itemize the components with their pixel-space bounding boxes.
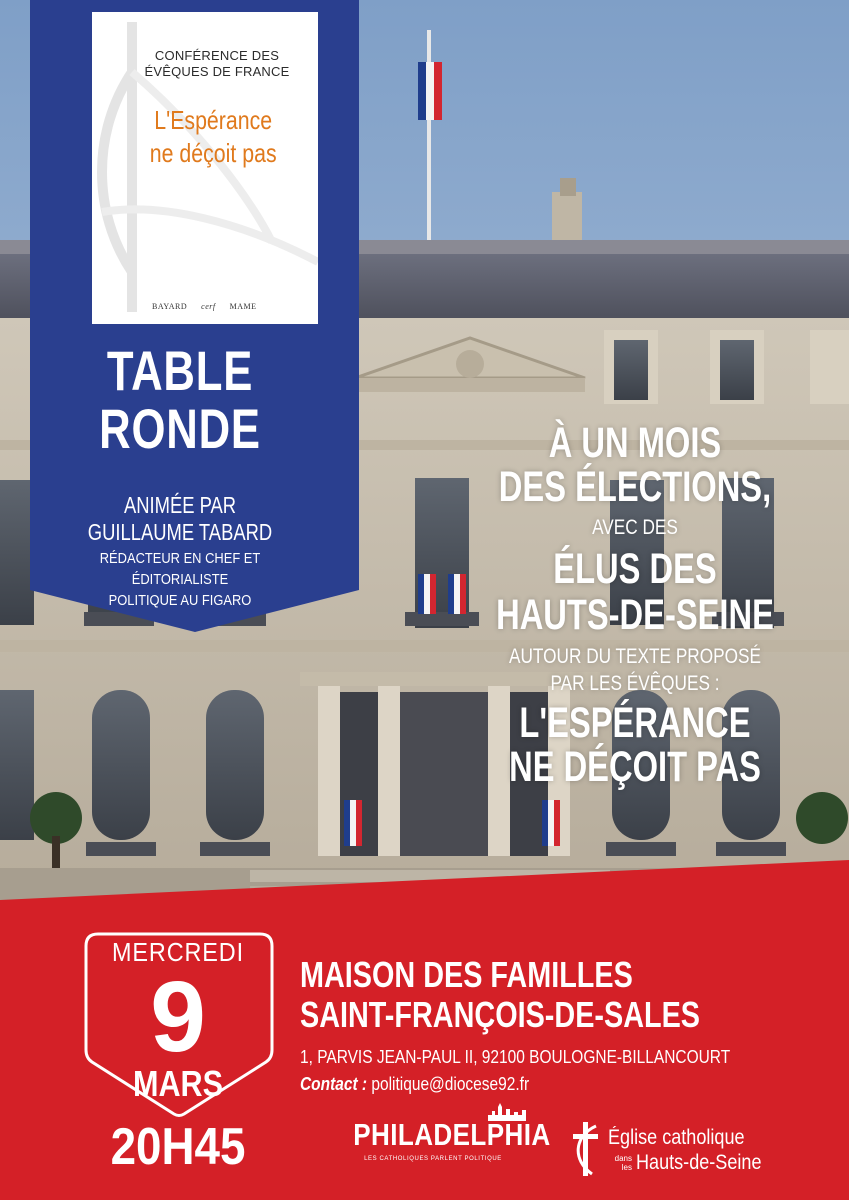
headline-line-9: NE DÉÇOIT PAS (509, 743, 761, 791)
date-day: 9 (150, 961, 206, 1073)
publisher-mame: MAME (229, 302, 257, 311)
contact-label: Contact : (300, 1074, 368, 1094)
venue-name: MAISON DES FAMILLES SAINT-FRANÇOIS-DE-SALES (300, 954, 701, 1035)
publisher-bayard: BAYARD (152, 302, 188, 311)
headline-line-5: HAUTS-DE-SEINE (496, 591, 774, 639)
headline-line-4: ÉLUS DES (553, 545, 717, 593)
date-weekday: MERCREDI (111, 937, 244, 967)
headline-line-3: AVEC DES (592, 516, 678, 539)
headline-line-2: DES ÉLECTIONS, (498, 463, 772, 511)
venue-contact (300, 1073, 529, 1095)
host-role: RÉDACTEUR EN CHEF ET ÉDITORIALISTE POLITIQUE AU FIGARO (99, 550, 261, 609)
book-cover (92, 12, 318, 324)
host-name: GUILLAUME TABARD (87, 519, 273, 545)
book-publishers (92, 302, 318, 311)
publisher-cerf: cerf (201, 302, 216, 311)
headline-line-8: L'ESPÉRANCE (519, 699, 751, 747)
venue-address: 1, PARVIS JEAN-PAUL II, 92100 BOULOGNE-BILLANCOURT (300, 1047, 731, 1067)
eglise-catholique-logo (568, 1118, 838, 1178)
eglise-line-2: Hauts-de-Seine (636, 1151, 762, 1174)
animated-by-label: ANIMÉE PAR (123, 492, 237, 518)
contact-email-link[interactable]: politique@diocese92.fr (371, 1074, 530, 1094)
book-organization: CONFÉRENCE DES ÉVÊQUES DE FRANCE (144, 48, 290, 79)
philadelphia-tagline: LES CATHOLIQUES PARLENT POLITIQUE (364, 1156, 502, 1162)
host-block (60, 492, 300, 546)
cross-icon (568, 1120, 604, 1178)
philadelphia-logo (338, 1117, 551, 1163)
date-month: MARS (132, 1063, 224, 1104)
event-time: 20H45 (110, 1118, 246, 1176)
headline-line-7: PAR LES ÉVÊQUES : (550, 672, 720, 695)
headline-line-1: À UN MOIS (548, 419, 722, 467)
headline-line-6: AUTOUR DU TEXTE PROPOSÉ (509, 645, 761, 668)
eglise-dans-les: dans les (614, 1154, 632, 1172)
philadelphia-name: PHILADELPHIA (353, 1117, 551, 1152)
book-title: L'Espérance ne déçoit pas (149, 105, 277, 168)
eglise-line-1: Église catholique (608, 1126, 745, 1149)
table-ronde-title: TABLE RONDE (99, 339, 261, 460)
